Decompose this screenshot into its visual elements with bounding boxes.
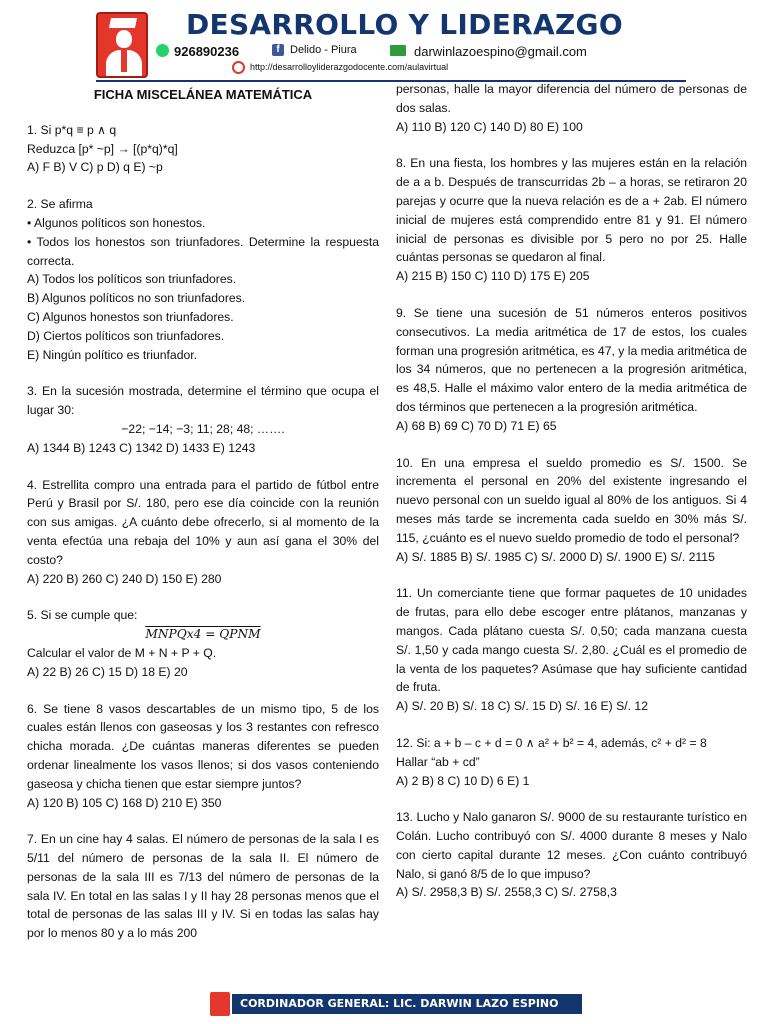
question-6: [27, 700, 379, 813]
website-url[interactable]: [250, 62, 448, 72]
answer-options: A) 1344 B) 1243 C) 1342 D) 1433 E) 1243: [27, 440, 256, 455]
question-text: 8. En una fiesta, los hombres y las mujeres están en la relación de a a b. Después de transcurridas 2b – a horas, se retiraron 20 parejas y ocurre que la nueva relación es de a + 2ab. El número inicial de mujeres está comprendido entre 81 y 91. El número inicial de personas es divisible por 5 pero no por 25. Halle cuántas personas se quedaron al final.: [396, 156, 747, 265]
answer-options: A) S/. 2958,3 B) S/. 2558,3 C) S/. 2758,3: [396, 885, 617, 900]
question-text: 1. Si p*q ≡ p ∧ q: [27, 122, 117, 137]
page-title: FICHA MISCELÁNEA MATEMÁTICA: [93, 87, 313, 102]
question-12: [396, 734, 747, 790]
answer-option: D) Ciertos políticos son triunfadores.: [27, 328, 225, 343]
answer-option: B) Algunos políticos no son triunfadores.: [27, 291, 246, 306]
answer-options: A) 110 B) 120 C) 140 D) 80 E) 100: [396, 119, 583, 134]
email-address[interactable]: darwinlazoespino@gmail.com: [414, 44, 587, 59]
question-2: [27, 195, 379, 364]
question-text: 9. Se tiene una sucesión de 51 números enteros positivos consecutivos. La media aritmética de 17 de estos, los cuales forman una progresión aritmética, es 47, y la media aritmética de los 34 números, que no pertenecen a la progresión aritmética, es 48,5. Halle el máximo valor entero de la media aritmética de dos términos que pertenecen a la progresión aritmética.: [396, 305, 747, 414]
question-text: 6. Se tiene 8 vasos descartables de un mismo tipo, 5 de los cuales están llenos con gaseosas y los 3 restantes con refresco chicha morada. ¿De cuántas maneras diferentes se pueden ordenar linealmente los vasos llenos; si dos vasos conteniendo gaseosa y chicha tienen que estar siempre juntos?: [27, 701, 379, 791]
facebook-icon: f: [272, 44, 284, 56]
answer-options: A) F B) V C) p D) q E) ~p: [27, 160, 163, 175]
question-text: Calcular el valor de M + N + P + Q.: [27, 645, 217, 660]
question-7: [27, 830, 379, 943]
facebook-page[interactable]: Delido - Piura: [290, 44, 357, 56]
left-column: [27, 84, 379, 961]
question-1: [27, 121, 379, 177]
answer-option: E) Ningún político es triunfador.: [27, 347, 198, 362]
question-text: personas, halle la mayor diferencia del número de personas de dos salas.: [396, 82, 747, 115]
sequence: −22; −14; −3; 11; 28; 48; …….: [121, 421, 285, 436]
question-13: [396, 808, 747, 902]
page-footer: [210, 990, 582, 1018]
question-text: 3. En la sucesión mostrada, determine el término que ocupa el lugar 30:: [27, 384, 379, 418]
question-text: 11. Un comerciante tiene que formar paquetes de 10 unidades de frutas, para ello debe escoger entre plátanos, manzanas y mangos. Cada plátano cuesta S/. 0,50; cada manzana cuesta S/. 1,50 y cada mango cuesta S/. 2,80. ¿Cuál es el promedio de la venta de los paquetes? Asúmase que hay suficiente cantidad de fruta.: [396, 586, 747, 695]
page-header: [0, 0, 768, 84]
graduate-logo-icon: [210, 992, 230, 1016]
question-4: [27, 476, 379, 589]
question-text: 2. Se afirma: [27, 197, 93, 212]
answer-options: A) S/. 20 B) S/. 18 C) S/. 15 D) S/. 16 E) S/. 12: [396, 699, 648, 714]
question-text: 12. Si: a + b – c + d = 0 ∧ a² + b² = 4, además, c² + d² = 8: [396, 735, 707, 750]
answer-options: A) 68 B) 69 C) 70 D) 71 E) 65: [396, 418, 557, 433]
answer-options: A) S/. 1885 B) S/. 1985 C) S/. 2000 D) S/. 1900 E) S/. 2115: [396, 549, 715, 564]
question-3: [27, 382, 379, 457]
answer-options: A) 2 B) 8 C) 10 D) 6 E) 1: [396, 773, 530, 788]
answer-options: A) 120 B) 105 C) 168 D) 210 E) 350: [27, 795, 222, 810]
question-9: [396, 304, 747, 436]
answer-option: A) Todos los políticos son triunfadores.: [27, 272, 237, 287]
question-11: [396, 584, 747, 716]
answer-option: C) Algunos honestos son triunfadores.: [27, 309, 234, 324]
answer-options: A) 22 B) 26 C) 15 D) 18 E) 20: [27, 664, 188, 679]
question-5: [27, 606, 379, 681]
question-8: [396, 154, 747, 286]
question-10: [396, 454, 747, 567]
question-text: • Todos los honestos son triunfadores. Determine la respuesta correcta.: [27, 234, 379, 268]
whatsapp-icon: [156, 44, 169, 57]
question-text: 13. Lucho y Nalo ganaron S/. 9000 de su restaurante turístico en Colán. Lucho contribuyó con S/. 4000 durante 8 meses y Nalo con cierto capital durante 12 meses. ¿Con cuánto contribuyó Nalo, si ganó 8/5 de lo que impuso?: [396, 810, 747, 881]
right-column: [396, 80, 747, 920]
question-text: 10. En una empresa el sueldo promedio es S/. 1500. Se incrementa el personal en 20% del existente ingresando el nuevo personal con un sueldo igual al 80% de los antiguos. Si 4 meses más tarde se incrementa cada sueldo en 30% más S/. 115, ¿cuánto es el nuevo sueldo promedio de todo el personal?: [396, 455, 747, 545]
equation: MNPQx4 = QPNM: [145, 627, 261, 642]
answer-options: A) 215 B) 150 C) 110 D) 175 E) 205: [396, 269, 590, 284]
question-text: • Algunos políticos son honestos.: [27, 215, 206, 230]
question-7-continued: [396, 80, 747, 136]
question-text: Reduzca [p* ~p] → [(p*q)*q]: [27, 141, 178, 156]
globe-icon: [232, 61, 245, 74]
graduate-logo-icon: [96, 12, 148, 78]
question-text: 5. Si se cumple que:: [27, 608, 138, 623]
footer-text: CORDINADOR GENERAL: LIC. DARWIN LAZO ESPINO: [240, 997, 559, 1010]
brand-title: DESARROLLO Y LIDERAZGO: [186, 8, 623, 41]
phone-number[interactable]: 926890236: [174, 44, 240, 59]
question-text: 4. Estrellita compro una entrada para el partido de fútbol entre Perú y Brasil por S/. 180, pero ese día coincide con la reunión con sus amigas. ¿A cuánto debe ofrecerlo, si al momento de la venta efectúa una rebaja del 10% y aun así gana el 30% del costo?: [27, 477, 379, 567]
email-icon: [390, 45, 406, 56]
answer-options: A) 220 B) 260 C) 240 D) 150 E) 280: [27, 571, 222, 586]
question-text: 7. En un cine hay 4 salas. El número de personas de la sala I es 5/11 del número de personas de la sala II. El número de personas de la sala III es 7/13 del número de personas de la sala IV. En total en las salas I y II hay 28 personas menos que el total de personas de las salas III y IV. Si en todas las salas hay por lo menos 80 y a lo más 200: [27, 832, 379, 941]
question-text: Hallar “ab + cd”: [396, 754, 480, 769]
url-text[interactable]: http://desarrolloyliderazgodocente.com/aulavirtual: [250, 62, 449, 72]
